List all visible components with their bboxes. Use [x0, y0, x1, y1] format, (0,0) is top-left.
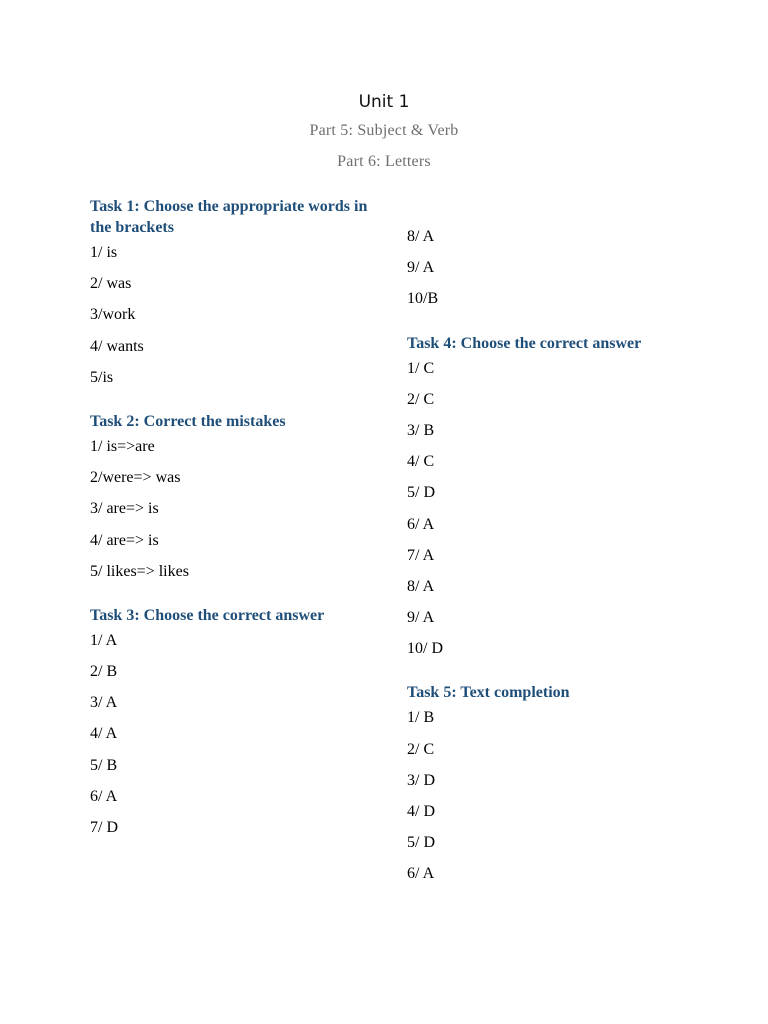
task5-heading: Task 5: Text completion	[407, 684, 570, 702]
answer-item: 9/ A	[407, 259, 435, 277]
task5-section	[407, 682, 697, 895]
right-column	[407, 227, 697, 896]
answer-item: 3/ B	[407, 421, 435, 439]
answer-item: 6/ A	[407, 515, 435, 533]
answer-item: 3/ A	[90, 694, 118, 712]
answer-item: 4/ D	[407, 803, 435, 820]
answer-item: 10/B	[407, 290, 439, 308]
left-column	[90, 196, 380, 849]
answer-item: 6/ A	[90, 787, 118, 805]
answer-item: 2/ was	[90, 275, 132, 293]
answer-item: 2/ C	[407, 740, 435, 758]
answer-item: 4/ wants	[90, 337, 144, 355]
answer-item: 2/were=> was	[90, 469, 181, 487]
answer-item: 3/ are=> is	[90, 500, 159, 518]
answer-item: 5/ D	[407, 484, 435, 502]
answer-item: 5/ likes=> likes	[90, 562, 189, 580]
task2-heading: Task 2: Correct the mistakes	[90, 412, 286, 430]
task3-continued-section	[407, 227, 697, 321]
task2-section	[90, 411, 380, 593]
task1-section	[90, 196, 380, 399]
answer-item: 9/ A	[407, 609, 435, 627]
answer-item: 4/ A	[90, 725, 118, 743]
answer-item: 2/ C	[407, 390, 435, 408]
task3-heading: Task 3: Choose the correct answer	[90, 606, 325, 624]
part5-subtitle: Part 5: Subject & Verb	[309, 122, 459, 139]
answer-item: 7/ A	[407, 546, 435, 564]
answer-item: 6/ A	[407, 865, 435, 883]
task3-section	[90, 605, 380, 849]
task1-heading: Task 1: Choose the appropriate words in the brackets	[90, 198, 368, 236]
task4-section	[407, 333, 697, 671]
answer-item: 7/ D	[90, 819, 118, 836]
answer-item: 1/ C	[407, 359, 435, 377]
answer-item: 1/ B	[407, 709, 435, 727]
answer-item: 5/is	[90, 368, 114, 386]
answer-item: 3/work	[90, 306, 136, 324]
answer-item: 3/ D	[407, 771, 435, 789]
answer-item: 1/ A	[90, 631, 118, 649]
answer-item: 1/ is	[90, 244, 118, 261]
task4-heading: Task 4: Choose the correct answer	[407, 334, 642, 352]
answer-item: 1/ is=>are	[90, 437, 155, 455]
answer-item: 10/ D	[407, 640, 443, 658]
answer-item: 5/ B	[90, 756, 118, 774]
page-title: Unit 1	[358, 92, 410, 112]
answer-item: 2/ B	[90, 663, 118, 681]
part6-subtitle: Part 6: Letters	[337, 153, 431, 170]
answer-item: 5/ D	[407, 834, 435, 852]
answer-item: 8/ A	[407, 228, 435, 245]
answer-item: 4/ C	[407, 453, 435, 471]
answer-item: 8/ A	[407, 577, 435, 595]
answer-item: 4/ are=> is	[90, 531, 159, 549]
